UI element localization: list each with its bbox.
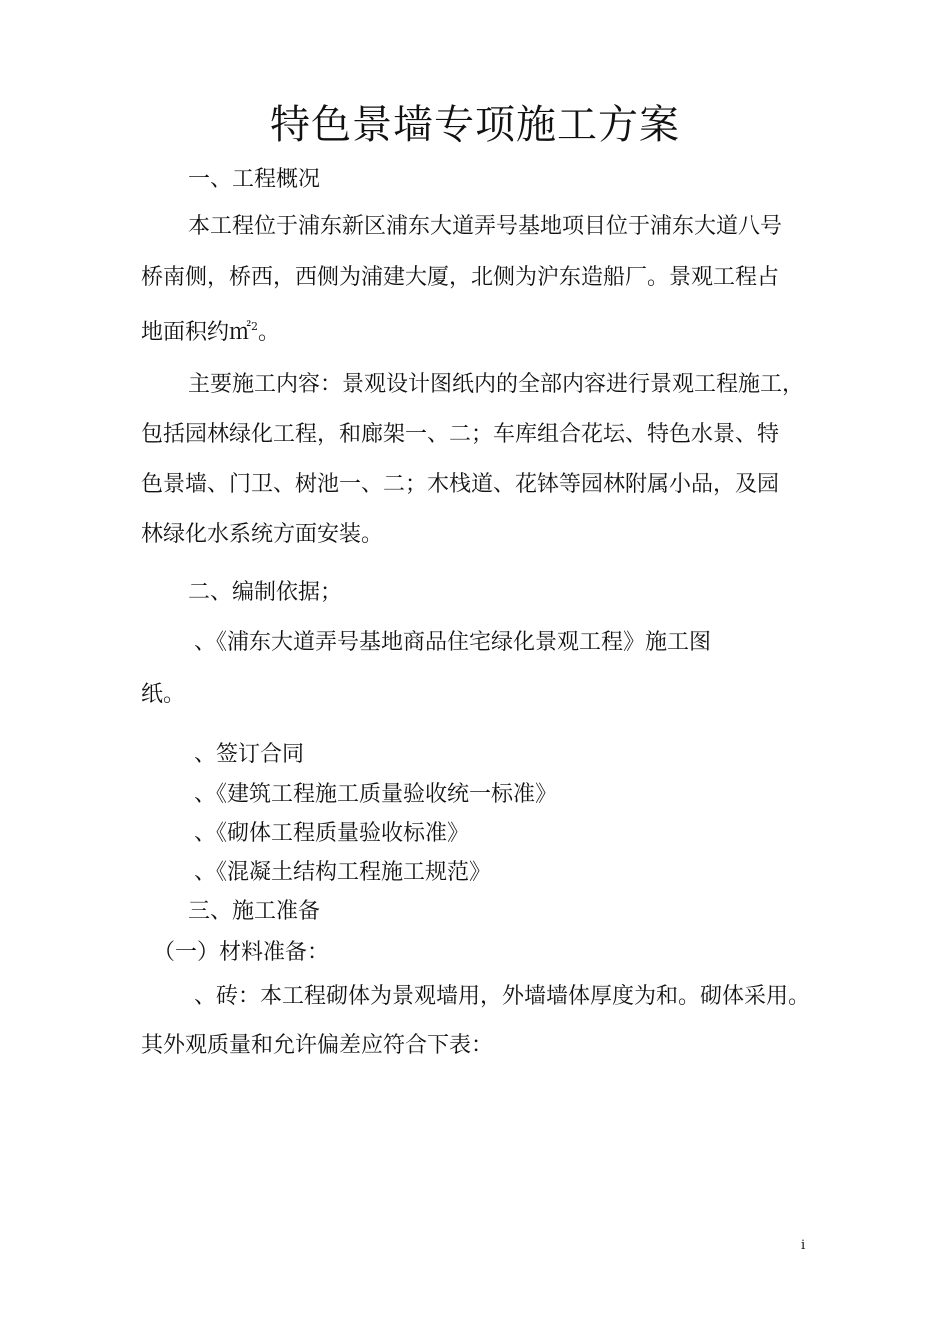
section-heading-basis: 二、编制依据； <box>188 580 343 605</box>
overview-para2-line4: 林绿化水系统方面安装。 <box>141 522 384 547</box>
basis-item5: 、《混凝土结构工程施工规范》 <box>194 860 492 885</box>
area-superscript: 2 <box>251 320 259 333</box>
area-text: 地面积约㎡ <box>141 320 252 345</box>
section-heading-preparation: 三、施工准备 <box>188 899 321 924</box>
basis-item4: 、《砌体工程质量验收标准》 <box>194 821 470 846</box>
overview-para2-line3: 色景墙、门卫、树池一、二；木栈道、花钵等园林附属小品，及园 <box>141 472 780 497</box>
overview-para1-line2: 桥南侧，桥西，西侧为浦建大厦，北侧为沪东造船厂。景观工程占 <box>141 265 780 290</box>
brick-line2: 其外观质量和允许偏差应符合下表： <box>141 1033 494 1058</box>
overview-para1-line1: 本工程位于浦东新区浦东大道弄号基地项目位于浦东大道八号 <box>188 214 783 239</box>
brick-line1: 、砖：本工程砌体为景观墙用，外墙墙体厚度为和。砌体采用。 <box>194 984 811 1009</box>
basis-item1-line1: 、《浦东大道弄号基地商品住宅绿化景观工程》施工图 <box>194 630 712 655</box>
basis-item1-line2: 纸。 <box>141 682 186 707</box>
area-period: 。 <box>258 320 281 345</box>
page-number: i <box>801 1238 806 1253</box>
section-heading-overview: 一、工程概况 <box>188 167 321 192</box>
basis-item2: 、签订合同 <box>194 742 305 767</box>
document-title: 特色景墙专项施工方案 <box>270 102 680 148</box>
subheading-materials: （一）材料准备： <box>153 940 330 965</box>
overview-para1-line3 <box>141 314 280 346</box>
overview-para2-line1: 主要施工内容：景观设计图纸内的全部内容进行景观工程施工， <box>188 372 805 397</box>
basis-item3: 、《建筑工程施工质量验收统一标准》 <box>194 782 558 807</box>
overview-para2-line2: 包括园林绿化工程，和廊架一、二；车库组合花坛、特色水景、特 <box>141 422 780 447</box>
